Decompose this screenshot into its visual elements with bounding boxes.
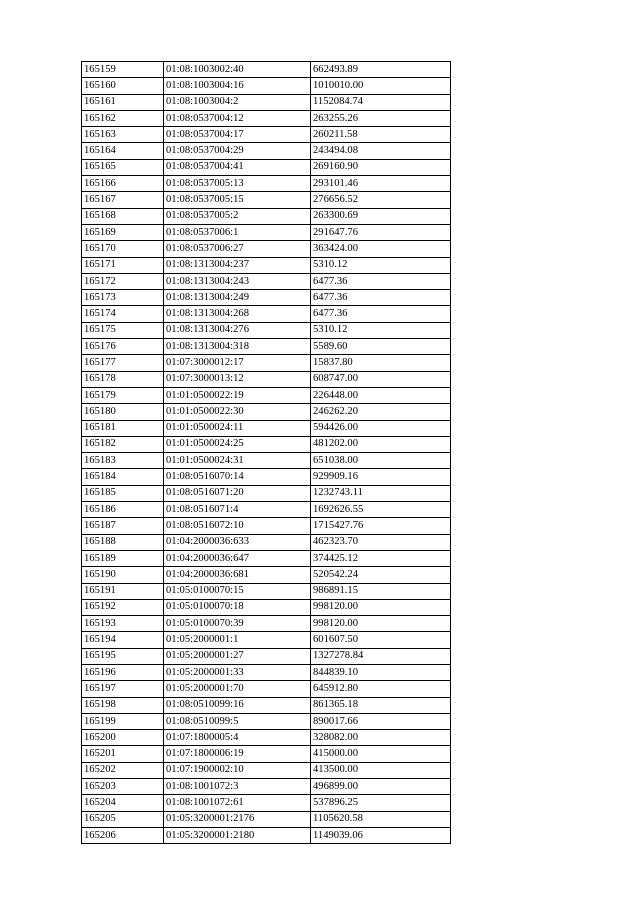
value-cell: 986891.15 — [311, 583, 451, 599]
row-number-cell: 165196 — [82, 664, 164, 680]
row-number-cell: 165180 — [82, 404, 164, 420]
table-row — [82, 192, 451, 208]
row-number-cell: 165202 — [82, 762, 164, 778]
value-cell: 601607.50 — [311, 632, 451, 648]
value-cell: 5589.60 — [311, 339, 451, 355]
row-number-cell: 165163 — [82, 127, 164, 143]
row-number-cell: 165187 — [82, 518, 164, 534]
table-row — [82, 697, 451, 713]
row-number-cell: 165183 — [82, 453, 164, 469]
cadastral-number-cell: 01:05:0100070:15 — [164, 583, 311, 599]
value-cell: 246262.20 — [311, 404, 451, 420]
value-cell: 413500.00 — [311, 762, 451, 778]
cadastral-number-cell: 01:07:1900002:10 — [164, 762, 311, 778]
value-cell: 5310.12 — [311, 322, 451, 338]
value-cell: 651038.00 — [311, 453, 451, 469]
row-number-cell: 165193 — [82, 616, 164, 632]
row-number-cell: 165204 — [82, 795, 164, 811]
cadastral-number-cell: 01:04:2000036:681 — [164, 567, 311, 583]
value-cell: 415000.00 — [311, 746, 451, 762]
row-number-cell: 165205 — [82, 811, 164, 827]
table-row — [82, 404, 451, 420]
cadastral-number-cell: 01:08:1313004:237 — [164, 257, 311, 273]
table-row — [82, 795, 451, 811]
cadastral-number-cell: 01:05:0100070:39 — [164, 616, 311, 632]
cadastral-number-cell: 01:01:0500022:30 — [164, 404, 311, 420]
row-number-cell: 165165 — [82, 159, 164, 175]
cadastral-number-cell: 01:05:3200001:2180 — [164, 827, 311, 843]
table-row — [82, 713, 451, 729]
row-number-cell: 165166 — [82, 176, 164, 192]
table-row — [82, 550, 451, 566]
value-cell: 1232743.11 — [311, 485, 451, 501]
row-number-cell: 165181 — [82, 420, 164, 436]
table-row — [82, 176, 451, 192]
row-number-cell: 165194 — [82, 632, 164, 648]
value-cell: 496899.00 — [311, 779, 451, 795]
data-table — [81, 61, 451, 844]
table-row — [82, 224, 451, 240]
value-cell: 861365.18 — [311, 697, 451, 713]
table-row — [82, 322, 451, 338]
table-row — [82, 502, 451, 518]
cadastral-number-cell: 01:01:0500024:25 — [164, 436, 311, 452]
value-cell: 1692626.55 — [311, 502, 451, 518]
value-cell: 1327278.84 — [311, 648, 451, 664]
cadastral-number-cell: 01:08:0516071:20 — [164, 485, 311, 501]
row-number-cell: 165203 — [82, 779, 164, 795]
value-cell: 929909.16 — [311, 469, 451, 485]
row-number-cell: 165190 — [82, 567, 164, 583]
row-number-cell: 165175 — [82, 322, 164, 338]
value-cell: 269160.90 — [311, 159, 451, 175]
cadastral-number-cell: 01:01:0500024:11 — [164, 420, 311, 436]
value-cell: 998120.00 — [311, 616, 451, 632]
row-number-cell: 165186 — [82, 502, 164, 518]
table-row — [82, 387, 451, 403]
cadastral-number-cell: 01:08:1003004:2 — [164, 94, 311, 110]
table-row — [82, 127, 451, 143]
value-cell: 462323.70 — [311, 534, 451, 550]
row-number-cell: 165176 — [82, 339, 164, 355]
value-cell: 374425.12 — [311, 550, 451, 566]
table-row — [82, 681, 451, 697]
value-cell: 662493.89 — [311, 62, 451, 78]
value-cell: 645912.80 — [311, 681, 451, 697]
value-cell: 226448.00 — [311, 387, 451, 403]
table-row — [82, 567, 451, 583]
row-number-cell: 165177 — [82, 355, 164, 371]
value-cell: 263300.69 — [311, 208, 451, 224]
value-cell: 844839.10 — [311, 664, 451, 680]
table-row — [82, 241, 451, 257]
row-number-cell: 165206 — [82, 827, 164, 843]
table-row — [82, 371, 451, 387]
table-row — [82, 436, 451, 452]
table-row — [82, 616, 451, 632]
row-number-cell: 165195 — [82, 648, 164, 664]
table-row — [82, 306, 451, 322]
table-row — [82, 534, 451, 550]
row-number-cell: 165200 — [82, 730, 164, 746]
row-number-cell: 165161 — [82, 94, 164, 110]
row-number-cell: 165173 — [82, 290, 164, 306]
cadastral-number-cell: 01:08:1313004:276 — [164, 322, 311, 338]
row-number-cell: 165168 — [82, 208, 164, 224]
table-row — [82, 730, 451, 746]
table-row — [82, 110, 451, 126]
cadastral-number-cell: 01:08:0537005:2 — [164, 208, 311, 224]
value-cell: 6477.36 — [311, 273, 451, 289]
cadastral-number-cell: 01:08:0537005:13 — [164, 176, 311, 192]
row-number-cell: 165189 — [82, 550, 164, 566]
value-cell: 6477.36 — [311, 290, 451, 306]
cadastral-number-cell: 01:07:1800006:19 — [164, 746, 311, 762]
value-cell: 1149039.06 — [311, 827, 451, 843]
table-row — [82, 583, 451, 599]
cadastral-number-cell: 01:08:1001072:3 — [164, 779, 311, 795]
cadastral-number-cell: 01:07:1800005:4 — [164, 730, 311, 746]
value-cell: 1105620.58 — [311, 811, 451, 827]
row-number-cell: 165198 — [82, 697, 164, 713]
cadastral-number-cell: 01:08:1313004:318 — [164, 339, 311, 355]
table-row — [82, 355, 451, 371]
value-cell: 520542.24 — [311, 567, 451, 583]
value-cell: 1715427.76 — [311, 518, 451, 534]
cadastral-number-cell: 01:01:0500022:19 — [164, 387, 311, 403]
table-row — [82, 159, 451, 175]
row-number-cell: 165185 — [82, 485, 164, 501]
cadastral-number-cell: 01:08:0510099:5 — [164, 713, 311, 729]
row-number-cell: 165170 — [82, 241, 164, 257]
value-cell: 1152084.74 — [311, 94, 451, 110]
cadastral-number-cell: 01:05:2000001:33 — [164, 664, 311, 680]
table-row — [82, 339, 451, 355]
table-row — [82, 811, 451, 827]
cadastral-number-cell: 01:05:0100070:18 — [164, 599, 311, 615]
table-row — [82, 599, 451, 615]
cadastral-number-cell: 01:08:1003002:40 — [164, 62, 311, 78]
value-cell: 260211.58 — [311, 127, 451, 143]
cadastral-number-cell: 01:08:1313004:268 — [164, 306, 311, 322]
row-number-cell: 165182 — [82, 436, 164, 452]
cadastral-number-cell: 01:08:1313004:243 — [164, 273, 311, 289]
row-number-cell: 165179 — [82, 387, 164, 403]
row-number-cell: 165162 — [82, 110, 164, 126]
cadastral-number-cell: 01:05:2000001:70 — [164, 681, 311, 697]
row-number-cell: 165184 — [82, 469, 164, 485]
value-cell: 291647.76 — [311, 224, 451, 240]
row-number-cell: 165174 — [82, 306, 164, 322]
table-row — [82, 420, 451, 436]
table-row — [82, 257, 451, 273]
cadastral-number-cell: 01:08:0516072:10 — [164, 518, 311, 534]
cadastral-number-cell: 01:08:0537004:29 — [164, 143, 311, 159]
table-row — [82, 143, 451, 159]
row-number-cell: 165201 — [82, 746, 164, 762]
row-number-cell: 165159 — [82, 62, 164, 78]
cadastral-number-cell: 01:08:0510099:16 — [164, 697, 311, 713]
row-number-cell: 165188 — [82, 534, 164, 550]
table-row — [82, 94, 451, 110]
table-row — [82, 485, 451, 501]
value-cell: 276656.52 — [311, 192, 451, 208]
row-number-cell: 165191 — [82, 583, 164, 599]
value-cell: 594426.00 — [311, 420, 451, 436]
row-number-cell: 165172 — [82, 273, 164, 289]
cadastral-number-cell: 01:08:1001072:61 — [164, 795, 311, 811]
cadastral-number-cell: 01:04:2000036:647 — [164, 550, 311, 566]
table-row — [82, 290, 451, 306]
table-row — [82, 518, 451, 534]
table-row — [82, 208, 451, 224]
value-cell: 998120.00 — [311, 599, 451, 615]
cadastral-number-cell: 01:08:0537006:27 — [164, 241, 311, 257]
table-row — [82, 273, 451, 289]
cadastral-number-cell: 01:08:0516071:4 — [164, 502, 311, 518]
cadastral-number-cell: 01:08:1003004:16 — [164, 78, 311, 94]
table-row — [82, 632, 451, 648]
value-cell: 15837.80 — [311, 355, 451, 371]
table-row — [82, 453, 451, 469]
table-row — [82, 469, 451, 485]
cadastral-number-cell: 01:08:1313004:249 — [164, 290, 311, 306]
cadastral-number-cell: 01:08:0516070:14 — [164, 469, 311, 485]
value-cell: 537896.25 — [311, 795, 451, 811]
value-cell: 263255.26 — [311, 110, 451, 126]
value-cell: 6477.36 — [311, 306, 451, 322]
row-number-cell: 165171 — [82, 257, 164, 273]
table-row — [82, 62, 451, 78]
table-row — [82, 827, 451, 843]
table-row — [82, 746, 451, 762]
cadastral-number-cell: 01:08:0537004:12 — [164, 110, 311, 126]
row-number-cell: 165164 — [82, 143, 164, 159]
row-number-cell: 165199 — [82, 713, 164, 729]
table-row — [82, 762, 451, 778]
table-row — [82, 78, 451, 94]
cadastral-number-cell: 01:05:2000001:1 — [164, 632, 311, 648]
value-cell: 1010010.00 — [311, 78, 451, 94]
table-row — [82, 779, 451, 795]
value-cell: 608747.00 — [311, 371, 451, 387]
table-row — [82, 664, 451, 680]
value-cell: 363424.00 — [311, 241, 451, 257]
cadastral-number-cell: 01:04:2000036:633 — [164, 534, 311, 550]
cadastral-number-cell: 01:01:0500024:31 — [164, 453, 311, 469]
cadastral-number-cell: 01:07:3000012:17 — [164, 355, 311, 371]
row-number-cell: 165178 — [82, 371, 164, 387]
cadastral-number-cell: 01:08:0537006:1 — [164, 224, 311, 240]
value-cell: 5310.12 — [311, 257, 451, 273]
table-row — [82, 648, 451, 664]
value-cell: 890017.66 — [311, 713, 451, 729]
cadastral-number-cell: 01:07:3000013:12 — [164, 371, 311, 387]
row-number-cell: 165167 — [82, 192, 164, 208]
cadastral-number-cell: 01:08:0537004:41 — [164, 159, 311, 175]
table-body — [82, 62, 451, 844]
row-number-cell: 165192 — [82, 599, 164, 615]
cadastral-number-cell: 01:08:0537005:15 — [164, 192, 311, 208]
row-number-cell: 165169 — [82, 224, 164, 240]
cadastral-number-cell: 01:05:2000001:27 — [164, 648, 311, 664]
value-cell: 328082.00 — [311, 730, 451, 746]
value-cell: 481202.00 — [311, 436, 451, 452]
value-cell: 243494.08 — [311, 143, 451, 159]
value-cell: 293101.46 — [311, 176, 451, 192]
cadastral-number-cell: 01:08:0537004:17 — [164, 127, 311, 143]
cadastral-number-cell: 01:05:3200001:2176 — [164, 811, 311, 827]
row-number-cell: 165160 — [82, 78, 164, 94]
row-number-cell: 165197 — [82, 681, 164, 697]
